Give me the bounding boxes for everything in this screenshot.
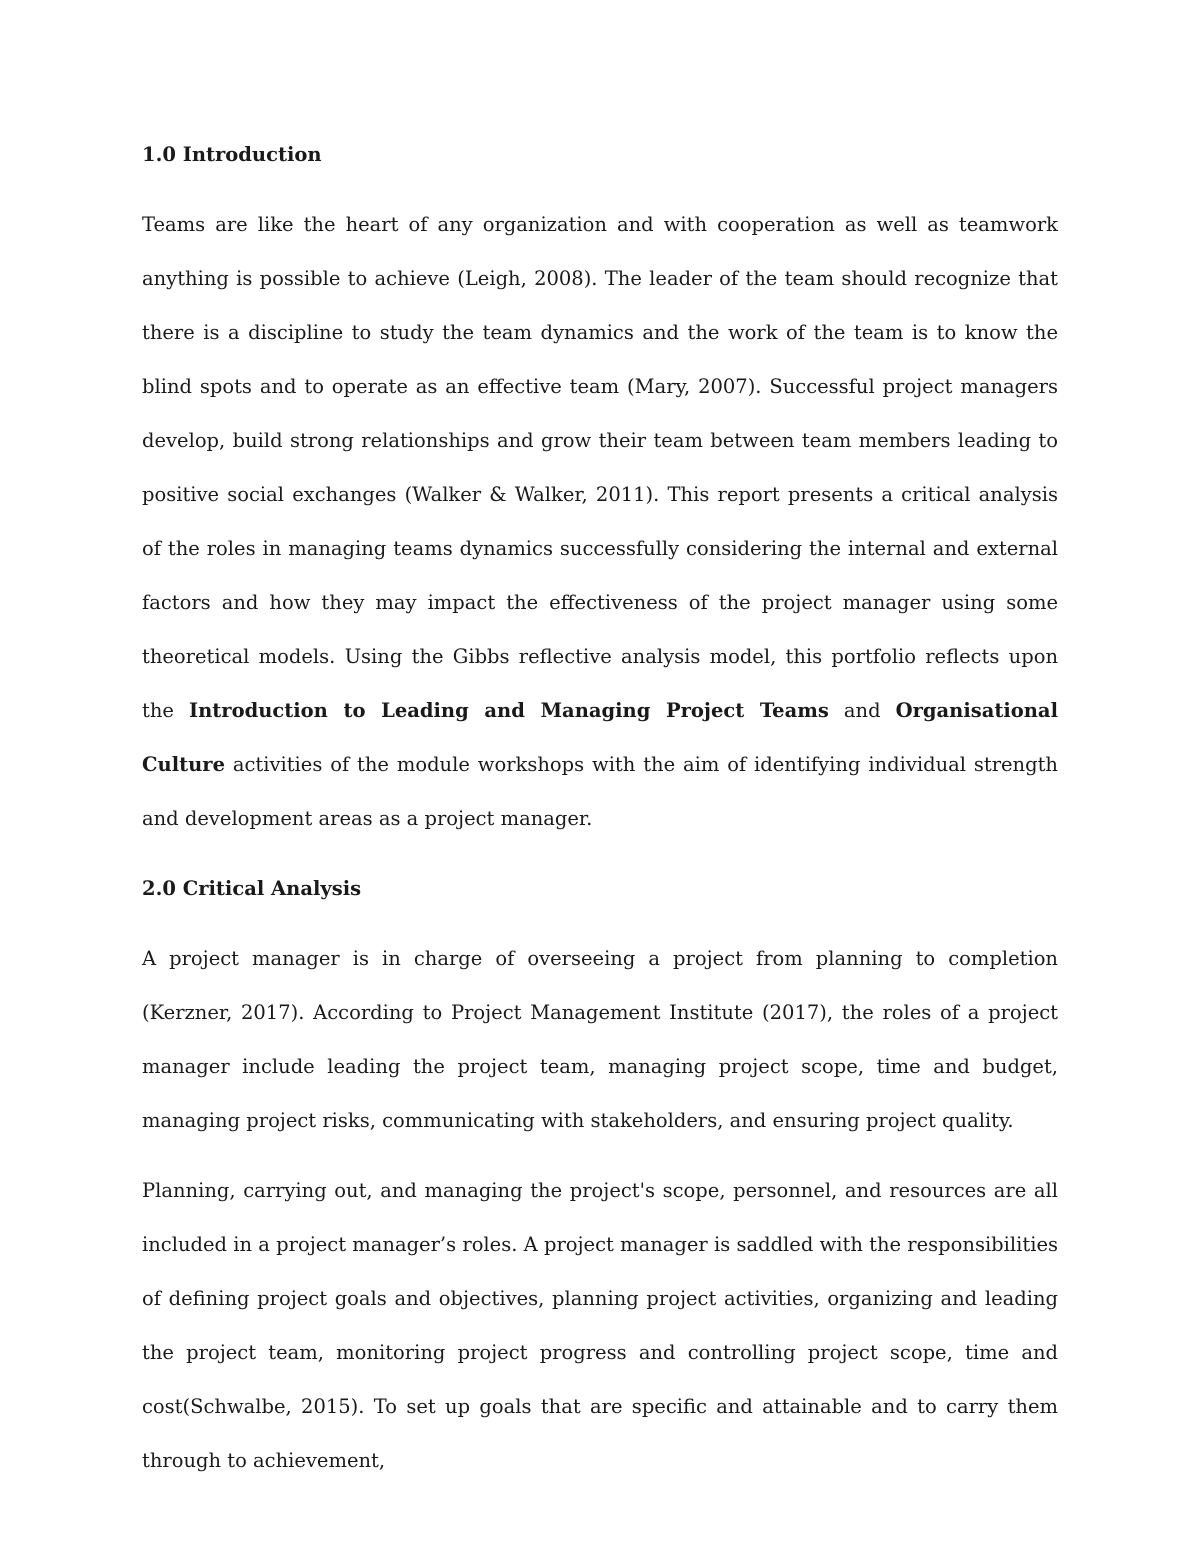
spacer — [142, 182, 1058, 198]
section-heading-introduction: 1.0 Introduction — [142, 143, 322, 166]
introduction-text-1: Teams are like the heart of any organization and with cooperation as well as teamwork anything is possible to achieve (Leigh, 2008). The leader of the team should recognize that there is a discipline to study the team dynamics and the work of the team is to know the blind spots and to operate as an effective team (Mary, 2007). Successful project managers develop, build strong relationships and grow their team between team members leading to positive social exchanges (Walker & Walker, 2011). This report presents a critical analysis of the roles in managing teams dynamics successfully considering the internal and external factors and how they may impact the effectiveness of the project manager using some theoretical models. Using the Gibbs reflective analysis model, this portfolio reflects upon the — [142, 213, 1058, 722]
introduction-bold-1: Introduction to Leading and Managing Project Teams — [188, 699, 829, 722]
introduction-text-2: and — [828, 699, 896, 722]
critical-analysis-paragraph-2: Planning, carrying out, and managing the project's scope, personnel, and resources are all included in a project manager’s roles. A project manager is saddled with the responsibilities of defining project goals and objectives, planning project activities, organizing and leading the project team, monitoring project progress and controlling project scope, time and cost(Schwalbe, 2015). To set up goals that are specific and attainable and to carry them through to achievement, — [142, 1179, 1058, 1472]
introduction-paragraph — [142, 198, 1058, 846]
spacer — [142, 846, 1058, 862]
critical-analysis-paragraph-1: A project manager is in charge of overseeing a project from planning to completion (Kerzner, 2017). According to Project Management Institute (2017), the roles of a project manager include leading the project team, managing project scope, time and budget, managing project risks, communicating with stakeholders, and ensuring project quality. — [142, 947, 1058, 1132]
spacer — [142, 1148, 1058, 1164]
introduction-text-3: activities of the module workshops with the aim of identifying individual strength and development areas as a project manager. — [142, 753, 1058, 830]
introduction-bold-2: Organisational Culture — [142, 699, 1058, 776]
document-page — [142, 128, 1058, 1488]
spacer — [142, 916, 1058, 932]
section-heading-critical-analysis: 2.0 Critical Analysis — [142, 877, 362, 900]
